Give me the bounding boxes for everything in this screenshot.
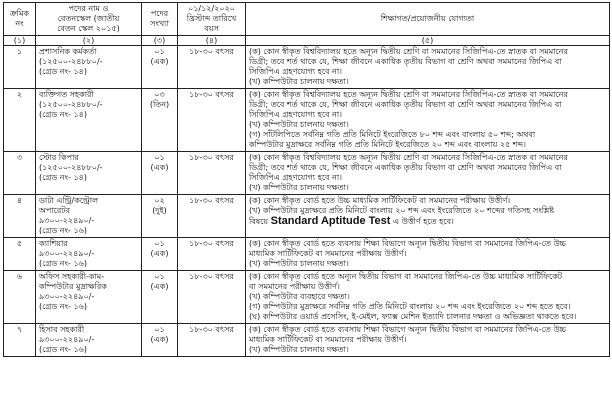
row-serial: ৩ [4, 152, 36, 195]
table-row [4, 238, 610, 271]
row-count: ০২ (দুই) [142, 195, 178, 238]
row-count: ০১ (এক) [142, 271, 178, 324]
row-serial: ৪ [4, 195, 36, 238]
row-age: ১৮-৩০ বৎসর [178, 271, 246, 324]
column-number-row [4, 36, 610, 46]
table-row [4, 89, 610, 152]
row-count: ০১ (এক) [142, 46, 178, 89]
column-number: (৫) [246, 36, 610, 46]
row-serial: ১ [4, 46, 36, 89]
row-post: প্রশাসনিক কর্মকর্তা (১২৫০০-২৪৮৮০/- (গ্রেড নং- ১৪) [36, 46, 142, 89]
row-age: ১৮-৩০ বৎসর [178, 152, 246, 195]
row-qualification: (ক) কোন স্বীকৃত বোর্ড হতে ব্যবসায় শিক্ষা বিভাগে অন্যূন দ্বিতীয় বিভাগ বা সমমানের জিপিএ-তে উচ্চ মাধ্যমিক সার্টিফিকেট বা সমমানের পরীক্ষায় উত্তীর্ণ। (খ) কম্পিউটার চালনায় দক্ষতা। [246, 238, 610, 271]
table-row [4, 46, 610, 89]
row-count: ০৩ (তিন) [142, 89, 178, 152]
row-count: ০১ (এক) [142, 238, 178, 271]
table-row [4, 271, 610, 324]
row-age: ১৮-৩০ বৎসর [178, 89, 246, 152]
row-post: অফিস সহকারী-কাম- কম্পিউটার মুদ্রাক্ষরিক ৯৩০০-২২৪৯০/- (গ্রেড নং- ১৬) [36, 271, 142, 324]
row-post: ক্যাশিয়ার ৯৩০০-২২৪৯০/- (গ্রেড নং- ১৬) [36, 238, 142, 271]
row-serial: ২ [4, 89, 36, 152]
qualification-prefix: বিষয়ে [249, 217, 269, 226]
row-qualification: (ক) কোন স্বীকৃত বিশ্ববিদ্যালয় হতে অন্যূন দ্বিতীয় শ্রেণি বা সমমানের সিজিপিএ-তে স্নাতক বা সমমানের ডিগ্রী; তবে শর্ত থাকে যে, শিক্ষা জীবনে একাধিক তৃতীয় বিভাগ বা শ্রেণি অথবা সমমানের জিপিএ বা সিজিপিএ গ্রহণযোগ্য হবে না। (খ) কম্পিউটার চালনায় দক্ষতা। [246, 46, 610, 89]
row-post: স্টোর কিপার (১২৫০০-২৪৮৮০/- (গ্রেড নং- ১৪) [36, 152, 142, 195]
column-number: (১) [4, 36, 36, 46]
row-post: হিসাব সহকারী ৯৩০০-২২৪৯০/- (গ্রেড নং- ১৬) [36, 324, 142, 357]
row-age: ১৮-৩০ বৎসর [178, 238, 246, 271]
qualification-text: (ক) কোন স্বীকৃত বোর্ড হতে উচ্চ মাধ্যমিক সার্টিফিকেট বা সমমানের পরীক্ষায় উত্তীর্ণ। (খ) কম্পিউটার মুদ্রাক্ষরে প্রতি মিনিটে বাংলায় ২০ শব্দ এবং ইংরেজিতে ২০ শব্দের গতিসহ সংশ্লিষ্ট [249, 196, 555, 215]
column-number: (২) [36, 36, 142, 46]
row-serial: ৬ [4, 271, 36, 324]
job-requirements-table [3, 2, 610, 357]
row-age: ১৮-৩০ বৎসর [178, 195, 246, 238]
aptitude-test-name: Standard Aptitude Test [270, 215, 391, 227]
column-number: (৪) [178, 36, 246, 46]
header-count: পদের সংখ্যা [142, 3, 178, 36]
row-count: ০১ (এক) [142, 152, 178, 195]
row-qualification: (ক) কোন স্বীকৃত বোর্ড হতে ব্যবসায় শিক্ষা বিভাগে অন্যূন দ্বিতীয় বিভাগ বা সমমানের জিপিএ-তে উচ্চ মাধ্যমিক সার্টিফিকেট বা সমমানের পরীক্ষায় উত্তীর্ণ। (খ) কম্পিউটার চালনায় দক্ষতা। [246, 324, 610, 357]
table-header-row [4, 3, 610, 36]
table-row [4, 195, 610, 238]
table-row [4, 152, 610, 195]
qualification-suffix: এ উত্তীর্ণ হতে হবে। [392, 217, 454, 226]
column-number: (৩) [142, 36, 178, 46]
header-serial: ক্রমিক নং [4, 3, 36, 36]
row-serial: ৫ [4, 238, 36, 271]
row-count: ০১ (এক) [142, 324, 178, 357]
row-age: ১৮-৩০ বৎসর [178, 46, 246, 89]
header-age: ০১/১২/২০২০ খ্রিস্টাব্দ তারিখে বয়স [178, 3, 246, 36]
header-post: পদের নাম ও বেতনস্কেল (জাতীয় বেতন স্কেল ২০১৫) [36, 3, 142, 36]
table-row [4, 324, 610, 357]
row-qualification: (ক) কোন স্বীকৃত বিশ্ববিদ্যালয় হতে অন্যূন দ্বিতীয় শ্রেণি বা সমমানের সিজিপিএ-তে স্নাতক বা সমমানের ডিগ্রী; তবে শর্ত থাকে যে, শিক্ষা জীবনে একাধিক তৃতীয় বিভাগ বা শ্রেণি অথবা সমমানের জিপিএ বা সিজিপিএ গ্রহণযোগ্য হবে না। (খ) কম্পিউটার চালনায় দক্ষতা। [246, 152, 610, 195]
row-post: ডাটা এন্ট্রি/কন্ট্রোল অপারেটর ৯৩০০-২২৪৯০/- (গ্রেড নং- ১৬) [36, 195, 142, 238]
row-qualification [246, 195, 610, 238]
row-post: ব্যক্তিগত সহকারী (১২৫০০-২৪৮৮০/- (গ্রেড নং- ১৪) [36, 89, 142, 152]
header-qualification: শিক্ষাগত/প্রয়োজনীয় যোগ্যতা [246, 3, 610, 36]
row-serial: ৭ [4, 324, 36, 357]
row-qualification: (ক) কোন স্বীকৃত বিশ্ববিদ্যালয় হতে অন্যূন দ্বিতীয় শ্রেণি বা সমমানের সিজিপিএ-তে স্নাতক বা সমমানের ডিগ্রী; তবে শর্ত থাকে যে, শিক্ষা জীবনে একাধিক তৃতীয় বিভাগ বা শ্রেণি অথবা সমমানের জিপিএ বা সিজিপিএ গ্রহণযোগ্য হবে না। (খ) কম্পিউটার চালনায় দক্ষতা। (গ) সাঁটলিপিতে সর্বনিম্ন গতি প্রতি মিনিটে ইংরেজিতে ৮০ শব্দ এবং বাংলায় ৫০ শব্দ; অথবা কম্পিউটার মুদ্রাক্ষরে সর্বনিম্ন গতি প্রতি মিনিটে ইংরেজিতে ২০ শব্দ এবং বাংলায় ২৫ শব্দ। [246, 89, 610, 152]
row-qualification: (ক) কোন স্বীকৃত বোর্ড হতে অন্যূন দ্বিতীয় বিভাগ বা সমমানের জিপিএ-তে উচ্চ মাধ্যমিক সার্টিফিকেট বা সমমানের পরীক্ষায় উত্তীর্ণ। (খ) কম্পিউটার ব্যবহারে দক্ষতা। (গ) কম্পিউটার মুদ্রাক্ষরে সর্বনিম্ন গতি প্রতি মিনিটে বাংলায় ২০ শব্দ এবং ইংরেজিতে ২০ শব্দ হতে হবে। (ঘ) কম্পিউটার ওয়ার্ড প্রসেসিং, ই-মেইল, ফ্যাক্স মেশিন ইত্যাদি চালনার দক্ষতা ও অভিজ্ঞতা থাকতে হবে। [246, 271, 610, 324]
row-age: ১৮-৩০ বৎসর [178, 324, 246, 357]
